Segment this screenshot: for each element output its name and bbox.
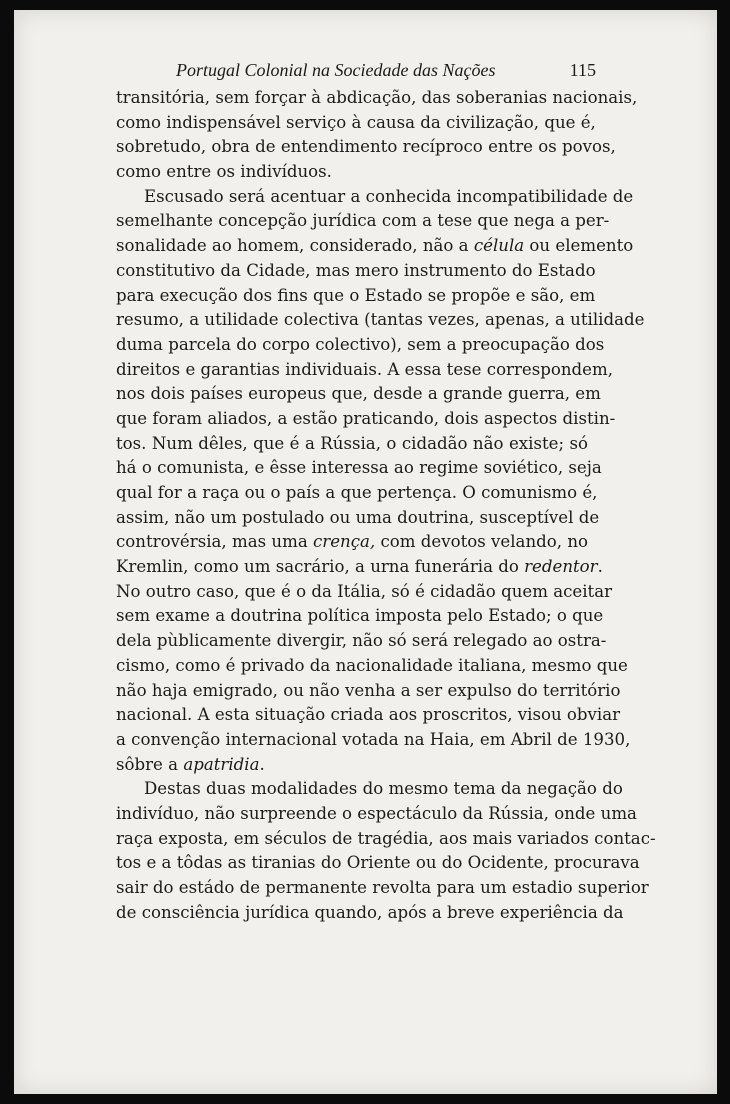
text-line: indivíduo, não surpreende o espectáculo da Rússia, onde uma: [116, 803, 637, 823]
text-line: tos e a tôdas as tiranias do Oriente ou do Ocidente, procurava: [116, 853, 640, 873]
text-line: transitória, sem forçar à abdicação, das soberanias nacionais,: [116, 88, 638, 107]
text-line: como entre os indivíduos.: [116, 162, 332, 182]
text-line: nos dois países europeus que, desde a grande guerra, em: [116, 384, 601, 404]
text-line: há o comunista, e êsse interessa ao regime soviético, seja: [116, 458, 602, 478]
italic-word: redentor: [524, 557, 598, 577]
text-line: assim, não um postulado ou uma doutrina, susceptível de: [116, 507, 600, 527]
text-line: direitos e garantias individuais. A essa tese correspondem,: [116, 359, 614, 379]
text-line: sonalidade ao homem, considerado, não a célula ou elemento: [116, 236, 634, 256]
text-line: No outro caso, que é o da Itália, só é cidadão quem aceitar: [116, 581, 613, 601]
text-line: controvérsia, mas uma crença, com devotos velando, no: [116, 532, 588, 552]
text-line: Kremlin, como um sacrário, a urna funerária do redentor.: [116, 557, 603, 577]
text-line: semelhante concepção jurídica com a tese que nega a per-: [116, 211, 610, 231]
italic-word: apatridia: [183, 754, 260, 774]
text-line: resumo, a utilidade colectiva (tantas vezes, apenas, a utilidade: [116, 310, 645, 330]
text-line: Escusado será acentuar a conhecida incompatibilidade de: [144, 186, 634, 206]
italic-word: célula: [473, 236, 525, 256]
text-line: tos. Num dêles, que é a Rússia, o cidadão não existe; só: [116, 433, 588, 453]
text-line: que foram aliados, a estão praticando, dois aspectos distin-: [116, 408, 616, 428]
text-line: sem exame a doutrina política imposta pelo Estado; o que: [116, 606, 604, 626]
text-line: raça exposta, em séculos de tragédia, aos mais variados contac-: [116, 828, 656, 848]
page-number: 115: [569, 60, 596, 80]
text-line: dela pùblicamente divergir, não só será relegado ao ostra-: [116, 631, 607, 651]
text-line: sobretudo, obra de entendimento recíproco entre os povos,: [116, 137, 616, 157]
italic-word: crença,: [313, 532, 376, 552]
text-line: cismo, como é privado da nacionalidade italiana, mesmo que: [116, 655, 628, 675]
text-line: de consciência jurídica quando, após a breve experiência da: [116, 902, 624, 922]
text-line: Destas duas modalidades do mesmo tema da negação do: [144, 779, 623, 799]
body-text: [116, 86, 656, 925]
text-line: não haja emigrado, ou não venha a ser expulso do território: [116, 680, 621, 700]
text-line: a convenção internacional votada na Haia, em Abril de 1930,: [116, 729, 631, 749]
running-head: [176, 60, 596, 88]
text-line: sair do estádo de permanente revolta para um estadio superior: [116, 878, 649, 897]
text-line: sôbre a apatridia.: [116, 754, 265, 774]
text-line: nacional. A esta situação criada aos proscritos, visou obviar: [116, 705, 621, 725]
text-line: para execução dos fins que o Estado se propõe e são, em: [116, 285, 596, 305]
running-head-title: Portugal Colonial na Sociedade das Nações: [176, 60, 496, 80]
text-line: qual for a raça ou o país a que pertença. O comunismo é,: [116, 483, 598, 502]
text-line: como indispensável serviço à causa da civilização, que é,: [116, 112, 596, 132]
text-line: constitutivo da Cidade, mas mero instrumento do Estado: [116, 260, 596, 280]
text-line: duma parcela do corpo colectivo), sem a preocupação dos: [116, 334, 605, 354]
